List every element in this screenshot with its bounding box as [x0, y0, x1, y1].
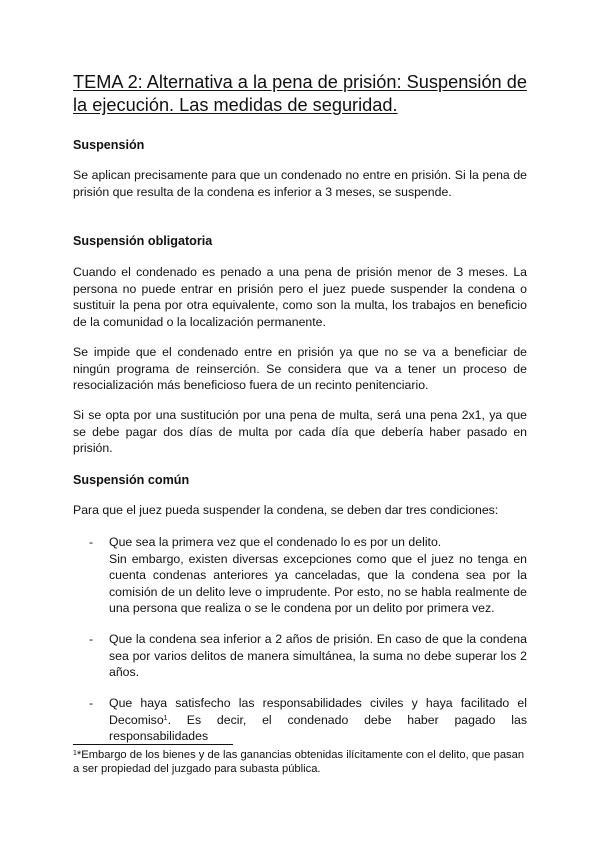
condition-3-text [109, 695, 527, 745]
condition-1-text: Que sea la primera vez que el condenado lo es por un delito. [109, 535, 442, 549]
document-title: TEMA 2: Alternativa a la pena de prisión: Suspensión de la ejecución. Las medidas de seguridad. [73, 72, 527, 115]
paragraph-obligatoria-1: Cuando el condenado es penado a una pena de prisión menor de 3 meses. La persona no puede entrar en prisión pero el juez puede suspender la condena o sustituir la pena por otra equivalente, como son la multa, los trabajos en beneficio de la comunidad o la localización permanente. [73, 265, 527, 329]
footnote-separator [73, 744, 233, 745]
condition-2-text: Que la condena sea inferior a 2 años de prisión. En caso de que la condena sea por varios delitos de manera simultánea, la suma no debe superar los 2 años. [109, 632, 527, 679]
paragraph-obligatoria-2: Se impide que el condenado entre en prisión ya que no se va a beneficiar de ningún programa de reinserción. Se considera que va a tener un proceso de resocialización más beneficioso fuera de un recinto penitenciario. [73, 345, 527, 392]
footnote [73, 748, 533, 776]
heading-suspension-comun: Suspensión común [73, 473, 190, 487]
paragraph-comun-intro: Para que el juez pueda suspender la condena, se deben dar tres condiciones: [73, 503, 499, 517]
footnote-reference[interactable]: 1 [163, 714, 168, 722]
paragraph-obligatoria-3: Si se opta por una sustitución por una pena de multa, será una pena 2x1, ya que se debe pagar dos días de multa por cada día que debería haber pasado en prisión. [73, 408, 527, 455]
heading-suspension: Suspensión [73, 138, 145, 152]
list-bullet: - [89, 696, 94, 710]
condition-item-3 [89, 695, 527, 745]
condition-1-detail: Sin embargo, existen diversas excepciones como que el juez no tenga en cuenta condenas anteriores ya canceladas, que la condena sea por la comisión de un delito leve o imprudente. Por esto, no se habla realmente de una persona que realiza o se le condena por un delito por primera vez. [109, 551, 527, 615]
condition-3-text-cont: . Es decir, el condenado debe haber pagado las responsabilidades [109, 712, 527, 743]
footnote-mark: 1 [73, 750, 77, 757]
condition-item-2 [89, 631, 527, 681]
list-bullet: - [89, 632, 94, 646]
footnote-text: *Embargo de los bienes y de las ganancias obtenidas ilícitamente con el delito, que pasan a ser propiedad del juzgado para subasta pública. [73, 749, 525, 775]
condition-item-1 [89, 534, 527, 617]
paragraph-suspension: Se aplican precisamente para que un condenado no entre en prisión. Si la pena de prisión que resulta de la condena es inferior a 3 meses, se suspende. [73, 168, 527, 199]
heading-suspension-obligatoria: Suspensión obligatoria [73, 234, 213, 248]
condition-3-text-start: Que haya satisfecho las responsabilidades civiles y haya facilitado el Decomiso [109, 696, 527, 727]
list-bullet: - [89, 535, 94, 549]
